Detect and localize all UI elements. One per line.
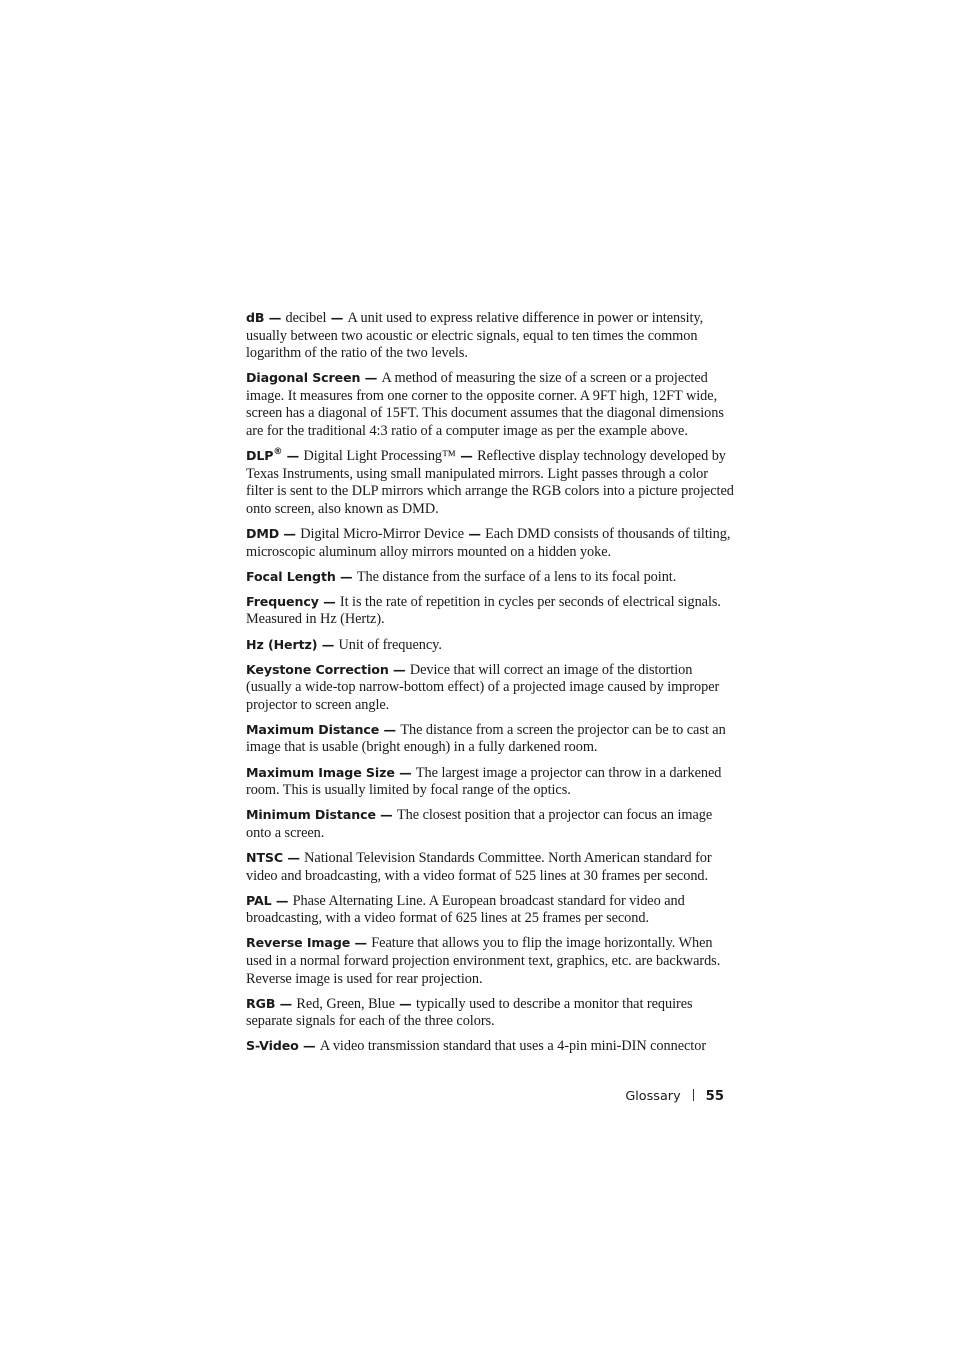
glossary-term: RGB [246, 995, 276, 1011]
glossary-definition: National Television Standards Committee. North American standard for video and broadcasting, with a video format of 525 lines at 30 frames per second. [246, 849, 712, 884]
glossary-definition: Digital Micro-Mirror Device [300, 526, 465, 543]
glossary-term: Keystone Correction [246, 661, 389, 677]
glossary-entry [246, 447, 736, 518]
glossary-entry [246, 309, 736, 363]
em-dash-separator: — [394, 995, 416, 1011]
em-dash-separator: — [464, 526, 486, 542]
glossary-definition: The closest position that a projector can focus an image onto a screen. [246, 807, 713, 841]
glossary-entry [246, 568, 736, 587]
glossary-term: Frequency [246, 593, 319, 609]
em-dash-separator: — [456, 448, 478, 464]
glossary-term: Maximum Distance [246, 721, 380, 737]
glossary-entry [246, 806, 736, 842]
glossary-definition: The largest image a projector can throw in a darkened room. This is usually limited by focal range of the optics. [246, 764, 722, 799]
em-dash-separator: — [264, 310, 286, 325]
glossary-definition: Digital Light Processing™ [303, 448, 456, 465]
page-footer [600, 1089, 724, 1104]
glossary-term: NTSC [246, 849, 284, 865]
em-dash-separator: — [394, 764, 416, 780]
glossary-term: Maximum Image Size [246, 764, 395, 780]
glossary-definition: decibel [285, 310, 327, 326]
em-dash-separator: — [350, 935, 372, 951]
glossary-entry [246, 593, 736, 629]
glossary-term: PAL [246, 892, 272, 908]
glossary-entry [246, 892, 736, 928]
glossary-definition: The distance from a screen the projector can be to cast an image that is usable (bright enough) in a fully darkened room. [246, 721, 726, 756]
em-dash-separator: — [275, 995, 297, 1011]
em-dash-separator: — [326, 310, 348, 325]
glossary-entry [246, 995, 736, 1031]
glossary-definition: A method of measuring the size of a screen or a projected image. It measures from one corner to the opposite corner. A 9FT high, 12FT wide, screen has a diagonal of 15FT. This document assumes that the diagonal dimensions are for the traditional 4:3 ratio of a computer image as per the example above. [246, 370, 724, 440]
em-dash-separator: — [360, 370, 382, 386]
glossary-entry [246, 661, 736, 715]
em-dash-separator: — [279, 526, 301, 542]
glossary-term: Diagonal Screen [246, 370, 361, 386]
glossary-entry [246, 849, 736, 885]
glossary-entry [246, 764, 736, 800]
em-dash-separator: — [298, 1038, 320, 1054]
glossary-definition: Each DMD consists of thousands of tilting, microscopic aluminum alloy mirrors mounted on a hidden yoke. [246, 526, 731, 560]
glossary-term: Hz (Hertz) [246, 636, 318, 652]
glossary-term: S-Video [246, 1038, 299, 1054]
glossary-entry [246, 636, 736, 655]
glossary-entry [246, 525, 736, 561]
footer-section-label: Glossary [625, 1089, 681, 1104]
glossary-term: Reverse Image [246, 935, 351, 951]
em-dash-separator: — [318, 593, 340, 609]
em-dash-separator: — [271, 892, 293, 908]
glossary-term: DLP [246, 448, 274, 464]
em-dash-separator: — [317, 636, 339, 652]
glossary-definition: Unit of frequency. [338, 636, 442, 653]
page-number: 55 [705, 1089, 724, 1104]
footer-divider [693, 1089, 694, 1101]
glossary-entry [246, 721, 736, 757]
glossary-definition: Device that will correct an image of the distortion (usually a wide-top narrow-bottom effect) of a projected image caused by improper projector to screen angle. [246, 661, 720, 713]
glossary-entry [246, 1037, 736, 1056]
glossary-definition: Phase Alternating Line. A European broadcast standard for video and broadcasting, with a video format of 625 lines at 25 frames per second. [246, 892, 685, 927]
em-dash-separator: — [379, 721, 401, 737]
em-dash-separator: — [282, 448, 304, 464]
glossary-definition: Reflective display technology developed by Texas Instruments, using small manipulated mirrors. Light passes through a color filter is sent to the DLP mirrors which arrange the RGB colors into a picture projected onto screen, also known as DMD. [246, 448, 734, 517]
glossary-definition: Red, Green, Blue [296, 995, 395, 1012]
glossary-definition: It is the rate of repetition in cycles per seconds of electrical signals. Measured in Hz (Hertz). [246, 593, 721, 628]
registered-mark: ® [273, 447, 283, 458]
glossary-term: dB [246, 310, 265, 325]
em-dash-separator: — [388, 661, 410, 677]
glossary-definition: Feature that allows you to flip the image horizontally. When used in a normal forward projection environment text, graphics, etc. are backwards. Reverse image is used for rear projection. [246, 935, 721, 987]
glossary-entry [246, 934, 736, 988]
glossary-term: Minimum Distance [246, 807, 376, 823]
glossary-definition: A video transmission standard that uses a 4-pin mini-DIN connector [319, 1038, 707, 1055]
glossary-term: DMD [246, 526, 280, 542]
em-dash-separator: — [335, 568, 357, 584]
glossary-definition: A unit used to express relative difference in power or intensity, usually between two acoustic or electric signals, equal to ten times the common logarithm of the ratio of the two levels. [246, 310, 704, 362]
em-dash-separator: — [283, 849, 305, 865]
glossary-term: Focal Length [246, 568, 336, 584]
glossary-definition: The distance from the surface of a lens to its focal point. [356, 568, 677, 585]
glossary-definition: typically used to describe a monitor that requires separate signals for each of the three colors. [246, 995, 693, 1030]
glossary-entry [246, 369, 736, 440]
glossary-body [246, 309, 736, 1062]
em-dash-separator: — [375, 807, 397, 823]
